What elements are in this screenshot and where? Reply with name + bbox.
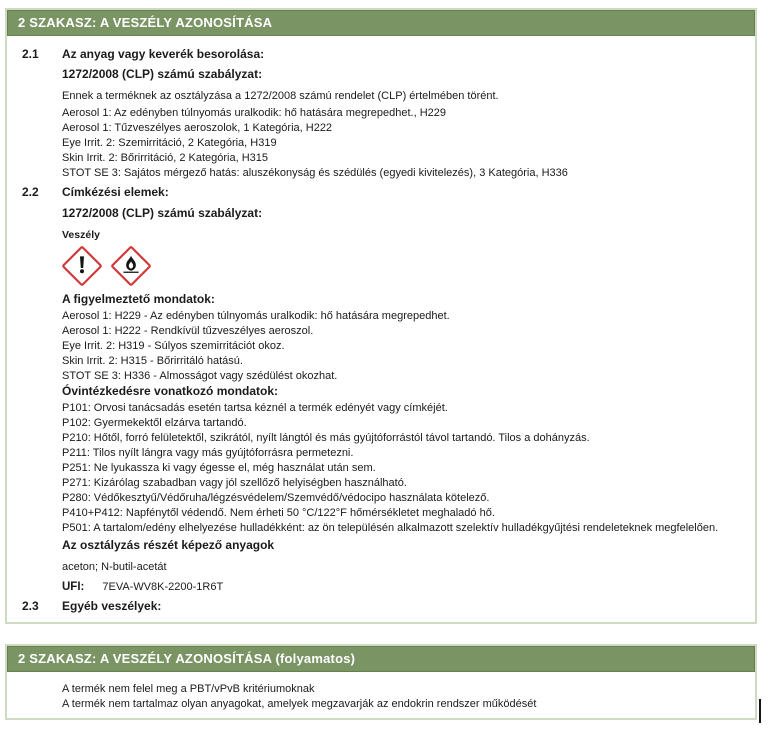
precaution-statements-list	[7, 401, 737, 536]
clp-subtitle-2: 1272/2008 (CLP) számú szabályzat:	[62, 206, 263, 220]
text-cursor-artifact	[759, 699, 761, 723]
hazard-statement-line: Aerosol 1: H222 - Rendkívül tűzveszélyes aeroszol.	[62, 325, 314, 337]
clp-subtitle-1: 1272/2008 (CLP) számú szabályzat:	[62, 67, 263, 81]
classification-line: Eye Irrit. 2: Szemirritáció, 2 Kategória, H319	[62, 137, 277, 149]
precaution-statement-line: P271: Kizárólag szabadban vagy jól szellőző helyiségben használható.	[62, 477, 407, 489]
hazard-statement-line: Eye Irrit. 2: H319 - Súlyos szemirritációt okoz.	[62, 340, 285, 352]
components-title: Az osztályzás részét képező anyagok	[62, 538, 275, 552]
ghs02-flame-icon	[111, 246, 151, 286]
ufi-value: 7EVA-WV8K-2200-1R6T	[102, 581, 224, 593]
section-2-content	[7, 36, 755, 624]
classification-intro: Ennek a terméknek az osztályzása a 1272/2008 számú rendelet (CLP) értelmében törént.	[62, 90, 499, 102]
hazard-statements-title: A figyelmeztető mondatok:	[62, 292, 215, 306]
hazard-statement-line: Aerosol 1: H229 - Az edényben túlnyomás uralkodik: hő hatására megrepedhet.	[62, 310, 450, 322]
statement-line: A termék nem felel meg a PBT/vPvB kritériumoknak	[62, 683, 315, 695]
section-2-header-bar	[7, 10, 755, 36]
classification-list	[7, 106, 737, 181]
clause-2-2-title: Címkézési elemek:	[62, 185, 169, 199]
clause-2-1-number: 2.1	[22, 47, 39, 61]
ghs07-exclamation-mark-icon	[62, 246, 102, 286]
precaution-statement-line: P101: Orvosi tanácsadás esetén tartsa kéznél a termék edényét vagy címkéjét.	[62, 402, 448, 414]
hazard-statements-list	[7, 309, 737, 384]
precaution-statement-line: P102: Gyermekektől elzárva tartandó.	[62, 417, 247, 429]
section-2-header-title: 2 SZAKASZ: A VESZÉLY AZONOSÍTÁSA	[18, 15, 273, 30]
classification-line: Aerosol 1: Az edényben túlnyomás uralkodik: hő hatására megrepedhet., H229	[62, 107, 447, 119]
precaution-statement-line: P410+P412: Napfénytől védendő. Nem érheti 50 °C/122°F hőmérsékletet meghaladó hő.	[62, 507, 495, 519]
classification-line: STOT SE 3: Sajátos mérgező hatás: aluszékonyság és szédülés (egyedi kivitelezés), 3 Kategória, H336	[62, 167, 568, 179]
signal-word: Veszély	[62, 229, 100, 241]
precaution-statements-title: Óvintézkedésre vonatkozó mondatok:	[62, 384, 279, 398]
section-2-continued-box	[5, 644, 757, 720]
section-2-continued-header-title: 2 SZAKASZ: A VESZÉLY AZONOSÍTÁSA (folyamatos)	[18, 651, 356, 666]
clause-2-1	[7, 47, 737, 62]
ufi-row	[7, 580, 737, 595]
classification-line: Skin Irrit. 2: Bőrirritáció, 2 Kategória, H315	[62, 152, 269, 164]
classification-line: Aerosol 1: Tűzveszélyes aeroszolok, 1 Kategória, H222	[62, 122, 333, 134]
precaution-statement-line: P211: Tilos nyílt lángra vagy más gyújtóforrásra permetezni.	[62, 447, 354, 459]
pbt-endocrine-list	[7, 682, 737, 712]
precaution-statement-line: P501: A tartalom/edény elhelyezése hulladékként: az ön településén alkalmazott szelektív hulladékgyűjtési rendeleteknek megfelelően.	[62, 522, 719, 534]
pictogram-row	[7, 246, 737, 286]
hazard-statement-line: STOT SE 3: H336 - Almosságot vagy szédülést okozhat.	[62, 370, 338, 382]
clause-2-1-title: Az anyag vagy keverék besorolása:	[62, 47, 265, 61]
components-line: aceton; N-butil-acetát	[62, 561, 167, 573]
precaution-statement-line: P251: Ne lyukassza ki vagy égesse el, még használat után sem.	[62, 462, 376, 474]
section-2-box	[5, 8, 757, 624]
section-2-continued-content	[7, 672, 755, 720]
clause-2-2	[7, 185, 737, 200]
precaution-statement-line: P280: Védőkesztyű/Védőruha/légzésvédelem/Szemvédő/védocipo használata kötelező.	[62, 492, 490, 504]
statement-line: A termék nem tartalmaz olyan anyagokat, amelyek megzavarják az endokrin rendszer működését	[62, 698, 537, 710]
clause-2-2-number: 2.2	[22, 185, 39, 199]
section-2-continued-header-bar	[7, 646, 755, 672]
clause-2-3	[7, 599, 737, 614]
sds-document-page	[0, 8, 769, 720]
ufi-label: UFI:	[62, 581, 85, 593]
precaution-statement-line: P210: Hőtől, forró felületektől, szikrától, nyílt lángtól és más gyújtóforrástól távol tartandó. Tilos a dohányzás.	[62, 432, 590, 444]
clause-2-3-number: 2.3	[22, 599, 39, 613]
hazard-statement-line: Skin Irrit. 2: H315 - Bőrirritáló hatású.	[62, 355, 243, 367]
clause-2-3-title: Egyéb veszélyek:	[62, 599, 162, 613]
